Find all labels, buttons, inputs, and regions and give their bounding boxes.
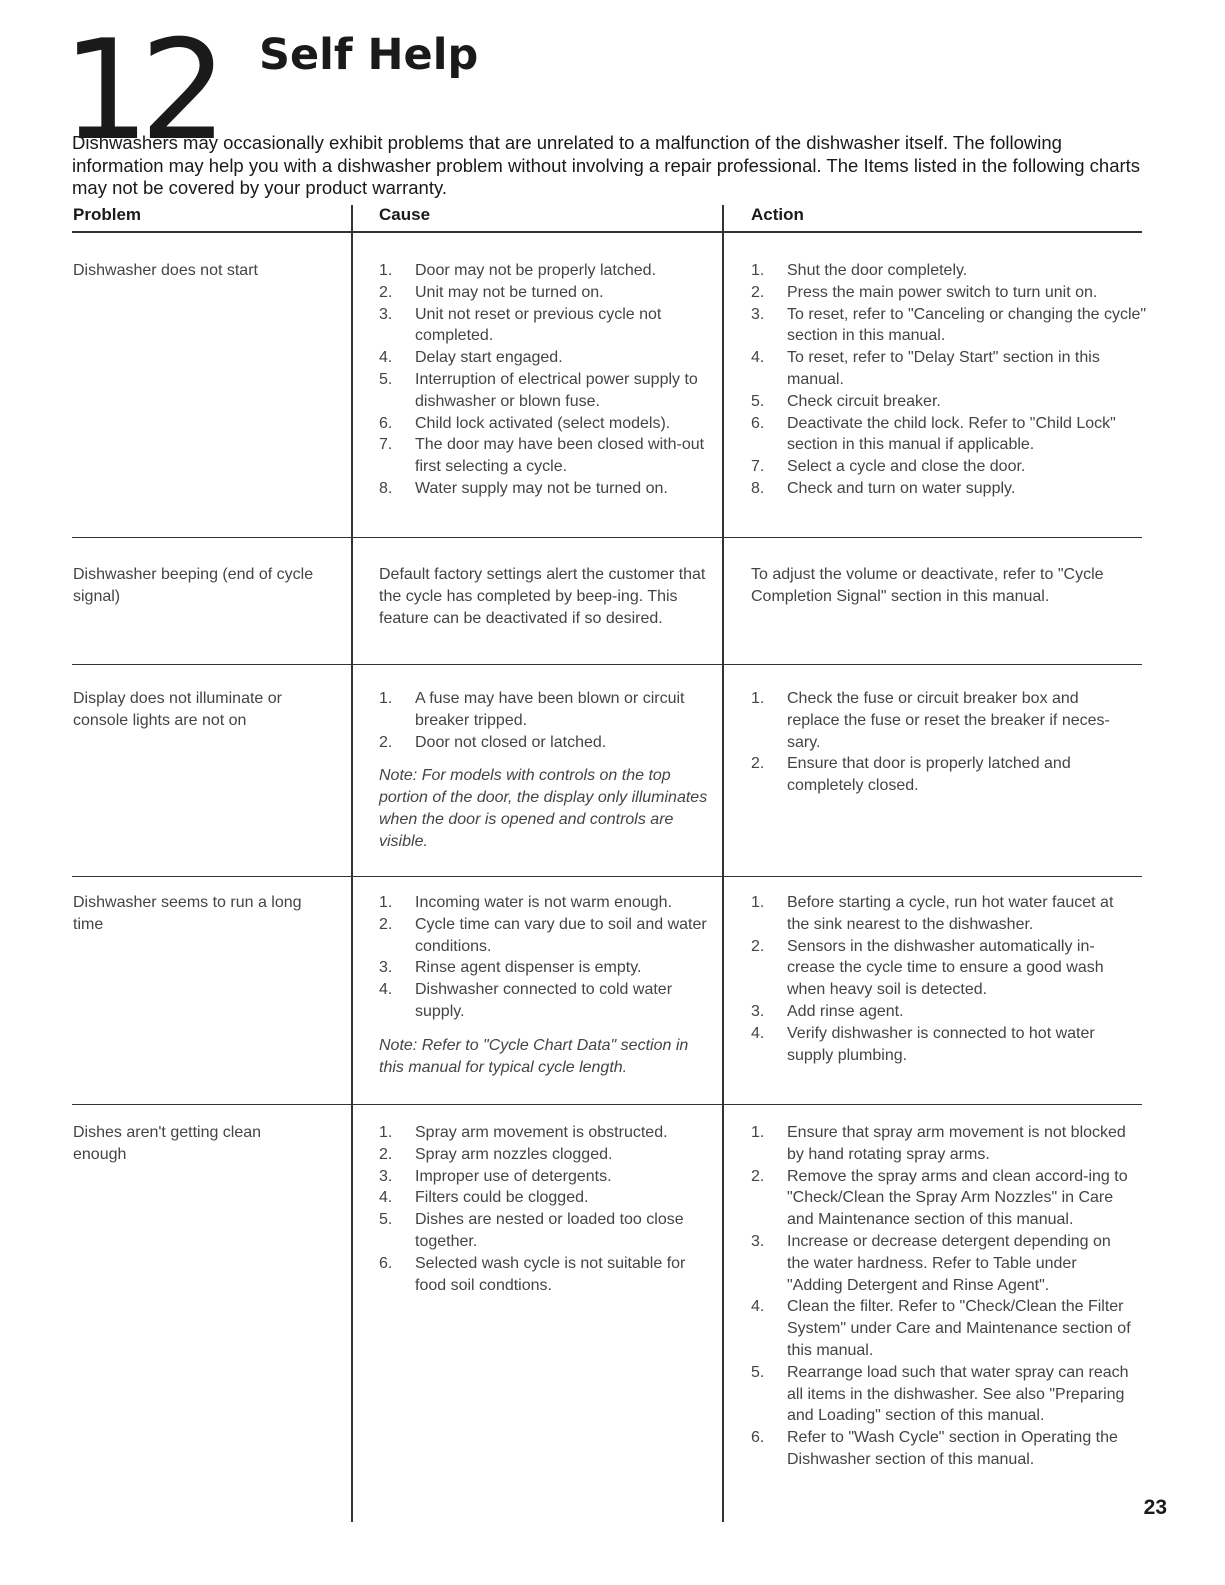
- list-item: 8. Water supply may not be turned on.: [379, 479, 668, 497]
- action-cell: To adjust the volume or deactivate, refer to "Cycle Completion Signal" section in this manual.: [751, 566, 1104, 605]
- list-item: 2. Press the main power switch to turn unit on.: [751, 283, 1098, 301]
- list-item: 4. Dishwasher connected to cold water supply.: [379, 981, 673, 1020]
- action-cell: [751, 260, 1151, 500]
- list-item: 6. Child lock activated (select models).: [379, 414, 671, 432]
- list-item: 2. Door not closed or latched.: [379, 733, 607, 751]
- header-action: Action: [751, 205, 804, 224]
- list-item: 6. Selected wash cycle is not suitable for food soil condtions.: [379, 1254, 686, 1294]
- list-item: 2. Cycle time can vary due to soil and water conditions.: [379, 915, 707, 955]
- list-item: 3. Unit not reset or previous cycle not completed.: [379, 305, 662, 345]
- list-item: 1. Before starting a cycle, run hot water faucet at the sink nearest to the dishwasher.: [751, 894, 1114, 933]
- intro-paragraph: Dishwashers may occasionally exhibit problems that are unrelated to a malfunction of the dishwasher itself. The following information may help you with a dishwasher problem without involving a repair professional. The Items listed in the following charts may not be covered by your product warranty.: [72, 132, 1141, 198]
- list-item: 2. Remove the spray arms and clean accord-ing to "Check/Clean the Spray Arm Nozzles" in Care and Maintenance section of this manual.: [751, 1167, 1128, 1229]
- list-item: 2. Unit may not be turned on.: [379, 283, 604, 301]
- row-divider: [72, 664, 1142, 665]
- list-item: 7. The door may have been closed with-out first selecting a cycle.: [379, 436, 705, 476]
- list-item: 4. Verify dishwasher is connected to hot water supply plumbing.: [751, 1024, 1095, 1064]
- list-item: 4. To reset, refer to "Delay Start" section in this manual.: [751, 349, 1100, 388]
- problem-cell: Dishwasher does not start: [73, 262, 258, 279]
- cause-cell: [379, 1122, 714, 1296]
- list-item: 1. A fuse may have been blown or circuit breaker tripped.: [379, 690, 685, 729]
- list-item: 3. To reset, refer to "Canceling or changing the cycle" section in this manual.: [751, 305, 1147, 345]
- list-item: 3. Rinse agent dispenser is empty.: [379, 959, 642, 977]
- list-item: 1. Ensure that spray arm movement is not blocked by hand rotating spray arms.: [751, 1124, 1126, 1163]
- list-item: 1. Spray arm movement is obstructed.: [379, 1124, 668, 1141]
- list-item: 1. Shut the door completely.: [751, 262, 968, 279]
- cause-cell: [379, 688, 714, 853]
- page-title: Self Help: [259, 30, 479, 80]
- list-item: 2. Ensure that door is properly latched and completely closed.: [751, 755, 1071, 795]
- list-item: 5. Check circuit breaker.: [751, 392, 941, 410]
- problem-cell: Display does not illuminate or console lights are not on: [73, 690, 282, 729]
- column-divider: [722, 205, 724, 1522]
- header-rule: [72, 231, 1142, 233]
- list-item: 1. Door may not be properly latched.: [379, 262, 657, 279]
- list-item: 6. Deactivate the child lock. Refer to "Child Lock" section in this manual if applicable.: [751, 414, 1116, 454]
- list-item: 4. Delay start engaged.: [379, 349, 563, 367]
- row-divider: [72, 876, 1142, 877]
- list-item: 6. Refer to "Wash Cycle" section in Operating the Dishwasher section of this manual.: [751, 1429, 1118, 1468]
- problem-cell: Dishwasher seems to run a long time: [73, 894, 302, 933]
- action-cell: [751, 688, 1121, 797]
- list-item: 5. Interruption of electrical power supply to dishwasher or blown fuse.: [379, 370, 698, 410]
- problem-cell: Dishwasher beeping (end of cycle signal): [73, 566, 314, 605]
- column-divider: [351, 205, 353, 1522]
- action-cell: [751, 892, 1136, 1066]
- list-item: 1. Check the fuse or circuit breaker box and replace the fuse or reset the breaker if neces-sary.: [751, 690, 1110, 751]
- problem-cell: Dishes aren't getting clean enough: [73, 1124, 262, 1163]
- cause-note: Note: Refer to "Cycle Chart Data" section in this manual for typical cycle length.: [379, 1036, 689, 1076]
- list-item: 2. Sensors in the dishwasher automatically in-crease the cycle time to ensure a good wash when heavy soil is detected.: [751, 937, 1104, 999]
- list-item: 5. Dishes are nested or loaded too close together.: [379, 1211, 684, 1250]
- row-divider: [72, 1104, 1142, 1105]
- list-item: 4. Filters could be clogged.: [379, 1189, 589, 1207]
- page-number: 23: [1143, 1496, 1167, 1519]
- cause-note: Note: For models with controls on the top portion of the door, the display only illuminates when the door is opened and controls are visible.: [379, 767, 708, 850]
- header-problem: Problem: [73, 205, 142, 224]
- list-item: 3. Add rinse agent.: [751, 1002, 904, 1020]
- row-divider: [72, 537, 1142, 538]
- action-cell: [751, 1122, 1136, 1471]
- header-cause: Cause: [379, 205, 431, 224]
- list-item: 2. Spray arm nozzles clogged.: [379, 1145, 613, 1163]
- cause-cell: [379, 260, 714, 500]
- list-item: 7. Select a cycle and close the door.: [751, 458, 1026, 476]
- list-item: 5. Rearrange load such that water spray can reach all items in the dishwasher. See also "Preparing and Loading" section of this manual.: [751, 1363, 1129, 1425]
- list-item: 8. Check and turn on water supply.: [751, 479, 1016, 497]
- chapter-number: 12: [62, 10, 218, 171]
- list-item: 3. Increase or decrease detergent depending on the water hardness. Refer to Table under "Adding Detergent and Rinse Agent".: [751, 1232, 1111, 1294]
- cause-cell: [379, 892, 714, 1078]
- list-item: 4. Clean the filter. Refer to "Check/Clean the Filter System" under Care and Maintenance section of this manual.: [751, 1298, 1131, 1359]
- cause-cell: Default factory settings alert the customer that the cycle has completed by beep-ing. This feature can be deactivated if so desired.: [379, 566, 706, 627]
- list-item: 1. Incoming water is not warm enough.: [379, 894, 673, 911]
- list-item: 3. Improper use of detergents.: [379, 1167, 612, 1185]
